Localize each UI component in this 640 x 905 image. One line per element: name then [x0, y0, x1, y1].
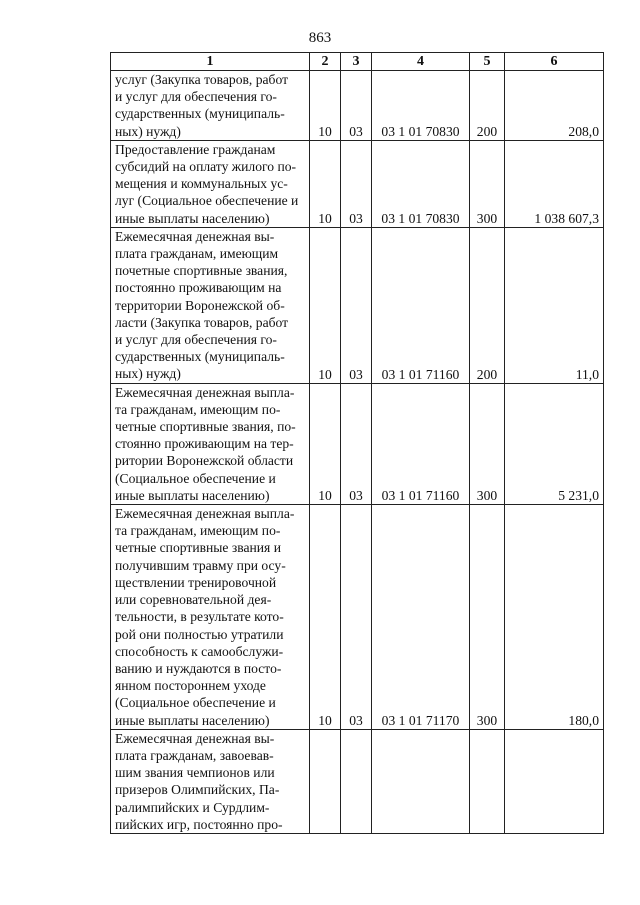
header-col-3: 3 [341, 53, 372, 71]
description-line: получившим травму при осу- [115, 557, 286, 573]
expense-type-code [470, 729, 505, 833]
section-code: 10 [310, 505, 341, 730]
description-line: Ежемесячная денежная выпла- [115, 506, 295, 522]
subsection-code: 03 [341, 140, 372, 227]
description-line: или соревновательной дея- [115, 592, 272, 608]
header-col-5: 5 [470, 53, 505, 71]
page-number: 863 [308, 30, 332, 46]
table-row [111, 71, 604, 141]
expense-type-code: 200 [470, 227, 505, 383]
target-article-code: 03 1 01 70830 [372, 140, 470, 227]
section-code: 10 [310, 227, 341, 383]
description-line: четные спортивные звания, по- [115, 419, 296, 435]
description-line: иные выплаты населению) [115, 210, 270, 226]
amount: 1 038 607,3 [505, 140, 604, 227]
header-col-1: 1 [111, 53, 310, 71]
section-code: 10 [310, 140, 341, 227]
description-line: ритории Воронежской области [115, 453, 294, 469]
expense-type-code: 300 [470, 140, 505, 227]
description-line: способность к самообслужи- [115, 643, 284, 659]
subsection-code [341, 729, 372, 833]
description-line: сударственных (муниципаль- [115, 106, 285, 122]
description-line: ласти (Закупка товаров, работ [115, 314, 289, 330]
subsection-code: 03 [341, 71, 372, 141]
description-line: ществлении тренировочной [115, 574, 277, 590]
amount: 11,0 [505, 227, 604, 383]
amount: 5 231,0 [505, 383, 604, 504]
expense-type-code: 200 [470, 71, 505, 141]
target-article-code: 03 1 01 71160 [372, 227, 470, 383]
description-line: ванию и нуждаются в посто- [115, 660, 282, 676]
description-line: стоянно проживающим на тер- [115, 436, 294, 452]
section-code: 10 [310, 71, 341, 141]
row-description [111, 383, 310, 504]
description-line: постоянно проживающим на [115, 280, 282, 296]
section-code [310, 729, 341, 833]
description-line: шим звания чемпионов или [115, 765, 275, 781]
section-code: 10 [310, 383, 341, 504]
description-line: та гражданам, имеющим по- [115, 401, 281, 417]
table-body [111, 71, 604, 834]
subsection-code: 03 [341, 505, 372, 730]
table-row [111, 383, 604, 504]
description-line: Ежемесячная денежная вы- [115, 730, 275, 746]
header-col-6: 6 [505, 53, 604, 71]
description-line: тельности, в результате кото- [115, 609, 284, 625]
row-description [111, 227, 310, 383]
description-line: Ежемесячная денежная выпла- [115, 384, 295, 400]
description-line: (Социальное обеспечение и [115, 695, 276, 711]
header-col-4: 4 [372, 53, 470, 71]
description-line: четные спортивные звания и [115, 540, 281, 556]
description-line: (Социальное обеспечение и [115, 470, 276, 486]
description-line: иные выплаты населению) [115, 487, 270, 503]
subsection-code: 03 [341, 227, 372, 383]
description-line: ных) нужд) [115, 123, 181, 139]
description-line: плата гражданам, завоевав- [115, 747, 274, 763]
table-row [111, 505, 604, 730]
row-description [111, 140, 310, 227]
row-description [111, 505, 310, 730]
description-line: иные выплаты населению) [115, 712, 270, 728]
description-line: сударственных (муниципаль- [115, 349, 285, 365]
target-article-code: 03 1 01 71160 [372, 383, 470, 504]
target-article-code [372, 729, 470, 833]
description-line: та гражданам, имеющим по- [115, 523, 281, 539]
description-line: пийских игр, постоянно про- [115, 816, 283, 832]
description-line: янном постороннем уходе [115, 678, 266, 694]
description-line: почетные спортивные звания, [115, 263, 288, 279]
description-line: и услуг для обеспечения го- [115, 332, 277, 348]
table-row [111, 729, 604, 833]
target-article-code: 03 1 01 70830 [372, 71, 470, 141]
row-description [111, 729, 310, 833]
header-col-2: 2 [310, 53, 341, 71]
amount [505, 729, 604, 833]
description-line: территории Воронежской об- [115, 297, 285, 313]
description-line: призеров Олимпийских, Па- [115, 782, 280, 798]
header-row [111, 53, 604, 71]
amount: 180,0 [505, 505, 604, 730]
amount: 208,0 [505, 71, 604, 141]
budget-table [110, 52, 604, 834]
description-line: луг (Социальное обеспечение и [115, 193, 299, 209]
row-description [111, 71, 310, 141]
description-line: ралимпийских и Сурдлим- [115, 799, 270, 815]
description-line: плата гражданам, имеющим [115, 246, 279, 262]
expense-type-code: 300 [470, 383, 505, 504]
table-row [111, 140, 604, 227]
description-line: и услуг для обеспечения го- [115, 89, 277, 105]
description-line: рой они полностью утратили [115, 626, 284, 642]
description-line: ных) нужд) [115, 366, 181, 382]
description-line: субсидий на оплату жилого по- [115, 159, 297, 175]
subsection-code: 03 [341, 383, 372, 504]
description-line: Ежемесячная денежная вы- [115, 228, 275, 244]
table-row [111, 227, 604, 383]
description-line: услуг (Закупка товаров, работ [115, 72, 289, 87]
expense-type-code: 300 [470, 505, 505, 730]
description-line: Предоставление гражданам [115, 141, 276, 157]
target-article-code: 03 1 01 71170 [372, 505, 470, 730]
description-line: мещения и коммунальных ус- [115, 176, 288, 192]
